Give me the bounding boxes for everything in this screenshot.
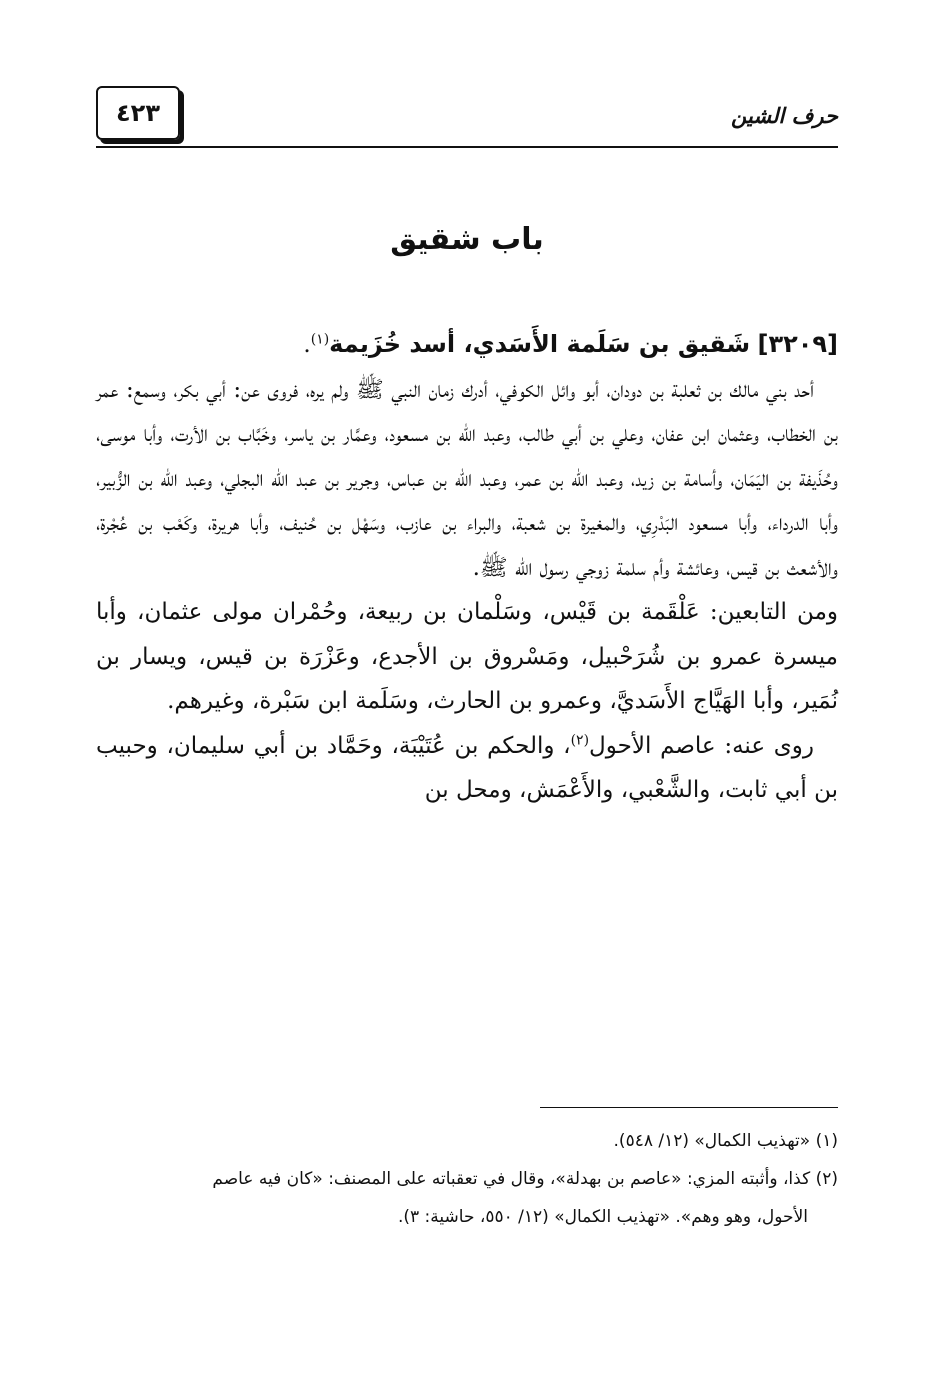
page-number: ٤٢٣: [96, 86, 180, 140]
footnotes: [96, 1122, 838, 1236]
running-head: حرف الشين: [731, 104, 838, 128]
header-rule: [96, 146, 838, 148]
footnote-ref-1: (١): [310, 331, 330, 348]
body-text: [96, 322, 838, 813]
paragraph-3-start: روى عنه: عاصم الأحول: [589, 732, 814, 759]
footnote-2-continued: الأحول، وهو وهم». «تهذيب الكمال» (١٢/ ٥٥٠، حاشية: ٣).: [397, 1207, 808, 1227]
page-header: [96, 86, 838, 150]
entry-heading: [96, 322, 838, 368]
entry-number: [٣٢٠٩]: [757, 330, 838, 358]
footnote-ref-2: (٢): [570, 731, 590, 748]
entry-end: .: [303, 332, 311, 358]
footnote-1: (١) «تهذيب الكمال» (١٢/ ٥٤٨).: [613, 1131, 838, 1151]
entry-name: شَقيق بن سَلَمة الأَسَدي، أسد خُزَيمة: [329, 330, 751, 358]
paragraph-3: [96, 724, 838, 813]
chapter-title: باب شقيق: [390, 222, 544, 257]
paragraph-1: أحد بني مالك بن ثعلبة بن دودان، أبو وائل الكوفي، أدرك زمان النبي ﷺ ولم يره، فروى عن: أبي بكر، وسمع: عمر بن الخطاب، وعثمان ابن عفان، وعلي بن أبي طالب، وعبد الله بن مسعود، وعمَّار بن ياسر، وخَبَّاب بن الأرت، وأبا موسى، وحُذَيفة بن اليَمَان، وأسامة بن زيد، وعبد الله بن عمر، وعبد الله بن عباس، وجرير بن عبد الله البجلي، وعبد الله بن الزُّبير، وأبا الدرداء، وأبا مسعود البَدْرِي، والمغيرة بن شعبة، والبراء بن عازب، وسَهْل بن حُنيف، وأبا هريرة، وكَعْب بن عُجْرة، والأشعث بن قيس، وعائشة وأم سلمة زوجي رسول الله ﷺ.: [96, 376, 838, 581]
paragraph-2: ومن التابعين: عَلْقَمة بن قَيْس، وسَلْمان بن ربيعة، وحُمْران مولى عثمان، وأبا ميسرة عمرو بن شُرَحْبيل، ومَسْروق بن الأجدع، وعَزْرَة بن قيس، ويسار بن نُمَير، وأبا الهَيَّاج الأَسَديَّ، وعمرو بن الحارث، وسَلَمة ابن سَبْرة، وغيرهم.: [96, 599, 838, 714]
footnote-2: (٢) كذا، وأثبته المزي: «عاصم بن بهدلة»، وقال في تعقباته على المصنف: «كان فيه عاصم: [212, 1169, 838, 1189]
footnote-rule: [540, 1107, 838, 1108]
paragraph-3-rest: ، والحكم بن عُتَيْبَة، وحَمَّاد بن أبي سليمان، وحبيب بن أبي ثابت، والشَّعْبي، والأَعْمَش، ومحل بن: [96, 732, 838, 803]
